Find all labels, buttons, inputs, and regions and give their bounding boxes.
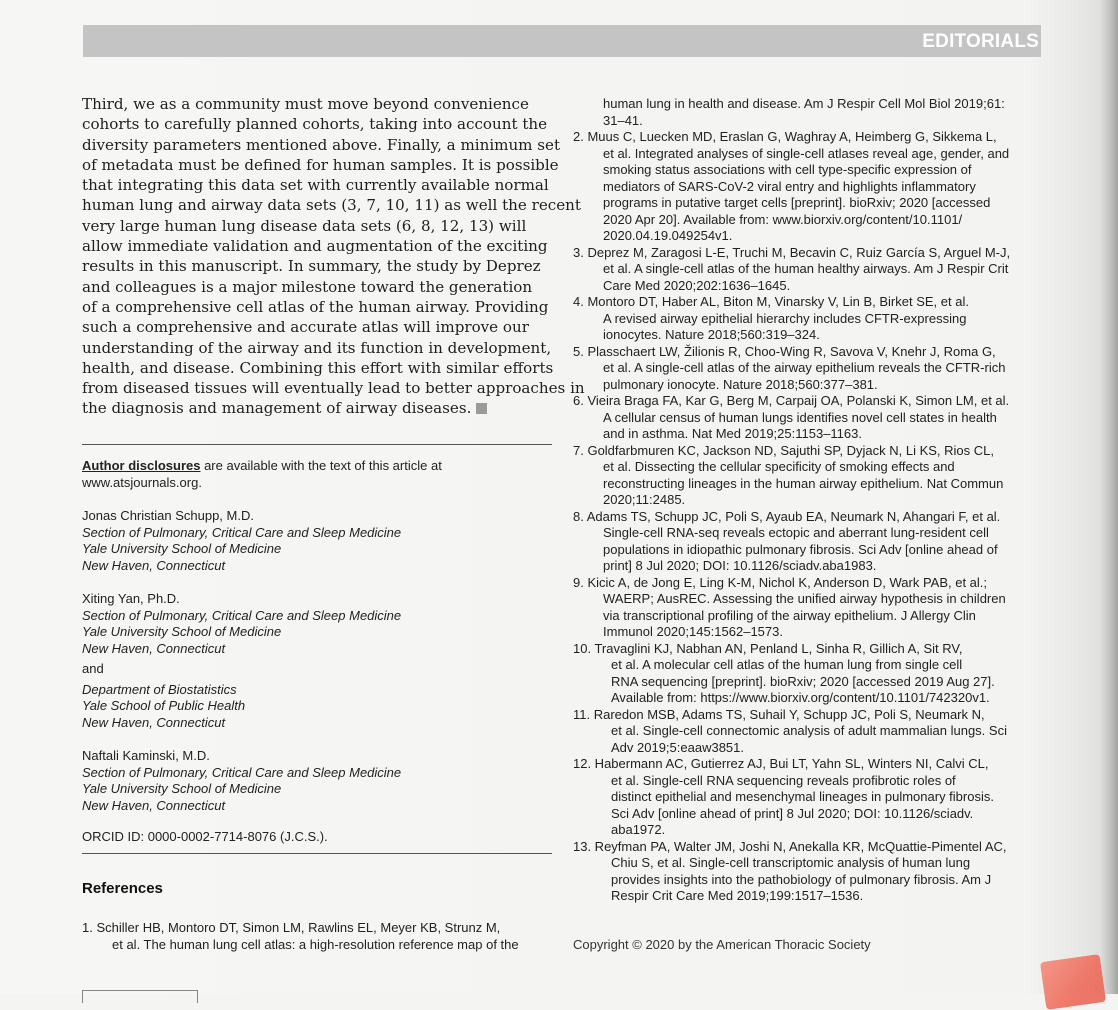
body-line: results in this manuscript. In summary, the study by Deprez xyxy=(82,257,541,276)
body-line: health, and disease. Combining this effort with similar efforts xyxy=(82,358,554,377)
reference-line: populations in idiopathic pulmonary fibrosis. Sci Adv [online ahead of xyxy=(603,541,998,557)
author-entry xyxy=(82,591,562,731)
body-line: Third, we as a community must move beyond convenience xyxy=(82,95,529,113)
reference-line: RNA sequencing [preprint]. bioRxiv; 2020 [accessed 2019 Aug 27]. xyxy=(611,673,995,689)
affiliation-and: and xyxy=(82,661,104,676)
orcid-id: ORCID ID: 0000-0002-7714-8076 (J.C.S.). xyxy=(82,829,328,844)
reference-list-left xyxy=(82,920,519,953)
reference-line: Single-cell RNA-seq reveals ectopic and aberrant lung-resident cell xyxy=(603,525,989,540)
reference-line: Care Med 2020;202:1636–1645. xyxy=(603,277,791,293)
reference-line: et al. A molecular cell atlas of the human lung from single cell xyxy=(611,657,963,672)
author-name: Xiting Yan, Ph.D. xyxy=(82,591,180,606)
body-line: allow immediate validation and augmentation of the exciting xyxy=(82,237,548,256)
body-paragraph xyxy=(82,94,585,419)
author-affiliation: Yale University School of Medicine xyxy=(82,624,282,639)
reference-line: print] 8 Jul 2020; DOI: 10.1126/sciadv.aba1983. xyxy=(603,558,877,573)
section-header-label: EDITORIALS xyxy=(922,31,1039,52)
reference-line: Immunol 2020;145:1562–1573. xyxy=(603,624,783,639)
sticky-note-tab xyxy=(1040,954,1106,1010)
reference-line: 6. Vieira Braga FA, Kar G, Berg M, Carpaij OA, Polanski K, Simon LM, et al. xyxy=(573,393,1010,408)
author-entry xyxy=(82,748,562,814)
body-line: human lung and airway data sets (3, 7, 10, 11) as well the recent xyxy=(82,196,581,215)
body-line: very large human lung disease data sets (6, 8, 12, 13) will xyxy=(82,216,527,235)
reference-line: A revised airway epithelial hierarchy includes CFTR-expressing xyxy=(603,310,967,326)
reference-line: smoking status associations with cell type-specific expression of xyxy=(603,162,972,177)
reference-line: reconstructing lineages in the human airway epithelium. Nat Commun xyxy=(603,475,1004,491)
reference-line: provides insights into the pathobiology of pulmonary fibrosis. Am J xyxy=(611,871,992,887)
body-line: that integrating this data set with currently available normal xyxy=(82,176,549,195)
reference-line: 13. Reyfman PA, Walter JM, Joshi N, Anekalla KR, McQuattie-Pimentel AC, xyxy=(573,838,1007,854)
reference-line: 11. Raredon MSB, Adams TS, Suhail Y, Schupp JC, Poli S, Neumark N, xyxy=(573,706,985,722)
author-affiliation: Section of Pulmonary, Critical Care and Sleep Medicine xyxy=(82,524,402,540)
author-name: Naftali Kaminski, M.D. xyxy=(82,748,210,763)
references-heading: References xyxy=(82,880,163,897)
reference-line: human lung in health and disease. Am J Respir Cell Mol Biol 2019;61: xyxy=(603,96,1005,111)
disclosure-url[interactable]: www.atsjournals.org. xyxy=(82,474,202,490)
reference-line: via transcriptional profiling of the airway epithelium. J Allergy Clin xyxy=(603,607,976,623)
reference-line: WAERP; AusREC. Assessing the unified airway hypothesis in children xyxy=(603,591,1006,606)
section-divider xyxy=(82,444,552,445)
author-affiliation: Section of Pulmonary, Critical Care and Sleep Medicine xyxy=(82,607,402,623)
reference-line: 31–41. xyxy=(603,112,643,128)
reference-line: 8. Adams TS, Schupp JC, Poli S, Ayaub EA, Neumark N, Ahangari F, et al. xyxy=(573,508,1001,524)
reference-line: Sci Adv [online ahead of print] 8 Jul 2020; DOI: 10.1126/sciadv. xyxy=(611,805,974,821)
reference-line: 5. Plasschaert LW, Žilionis R, Choo-Wing R, Savova V, Knehr J, Roma G, xyxy=(573,343,996,359)
body-line-text: the diagnosis and management of airway diseases. xyxy=(82,399,472,418)
body-line: diversity parameters mentioned above. Finally, a minimum set xyxy=(82,135,561,154)
body-line: of a comprehensive cell atlas of the human airway. Providing xyxy=(82,297,549,316)
reference-line: 1. Schiller HB, Montoro DT, Simon LM, Rawlins EL, Meyer KB, Strunz M, xyxy=(82,920,501,935)
page-footer-box xyxy=(82,990,198,1003)
author-affiliation: Department of Biostatistics xyxy=(82,681,237,697)
reference-line: and in asthma. Nat Med 2019;25:1153–1163. xyxy=(603,426,862,441)
body-line: and colleagues is a major milestone toward the generation xyxy=(82,277,533,296)
author-name: Jonas Christian Schupp, M.D. xyxy=(82,508,254,523)
body-line: understanding of the airway and its function in development, xyxy=(82,338,552,357)
author-entry xyxy=(82,508,562,574)
body-line: cohorts to carefully planned cohorts, taking into account the xyxy=(82,115,548,134)
reference-line: Available from: https://www.biorxiv.org/content/10.1101/742320v1. xyxy=(611,690,990,705)
author-affiliation: New Haven, Connecticut xyxy=(82,797,226,813)
disclosure-text: are available with the text of this article at xyxy=(200,458,442,473)
reference-line: A cellular census of human lungs identifies novel cell states in health xyxy=(603,409,997,425)
author-disclosures-link[interactable]: Author disclosures xyxy=(82,458,201,473)
reference-line: 4. Montoro DT, Haber AL, Biton M, Vinarsky V, Lin B, Birket SE, et al. xyxy=(573,294,969,309)
reference-line: 2020 Apr 20]. Available from: www.biorxiv.org/content/10.1101/ xyxy=(603,211,963,227)
reference-line: mediators of SARS-CoV-2 viral entry and highlights inflammatory xyxy=(603,178,976,194)
copyright-notice: Copyright © 2020 by the American Thoracic Society xyxy=(573,937,871,952)
reference-line: et al. Integrated analyses of single-cell atlases reveal age, gender, and xyxy=(603,145,1010,161)
reference-line: et al. Single-cell connectomic analysis of adult mammalian lungs. Sci xyxy=(611,723,1007,738)
author-affiliation: New Haven, Connecticut xyxy=(82,714,226,730)
author-affiliation: Yale University School of Medicine xyxy=(82,541,282,556)
reference-line: pulmonary ionocyte. Nature 2018;560:377–381. xyxy=(603,376,878,392)
reference-line: 12. Habermann AC, Gutierrez AJ, Bui LT, Yahn SL, Winters NI, Calvi CL, xyxy=(573,756,989,771)
reference-line: 2020.04.19.049254v1. xyxy=(603,228,733,243)
author-affiliation: New Haven, Connecticut xyxy=(82,640,226,656)
reference-line: et al. The human lung cell atlas: a high-resolution reference map of the xyxy=(112,936,519,952)
reference-line: 2020;11:2485. xyxy=(603,492,686,507)
end-of-article-square-icon xyxy=(476,403,487,414)
reference-line: et al. A single-cell atlas of the human healthy airways. Am J Respir Crit xyxy=(603,261,1009,276)
author-affiliation: Section of Pulmonary, Critical Care and Sleep Medicine xyxy=(82,764,402,780)
book-spine-shadow xyxy=(1100,0,1118,994)
reference-line: et al. Dissecting the cellular specificity of smoking effects and xyxy=(603,459,955,474)
reference-line: Respir Crit Care Med 2019;199:1517–1536. xyxy=(611,888,864,903)
author-affiliation: New Haven, Connecticut xyxy=(82,557,226,573)
reference-list-right xyxy=(573,96,1010,905)
reference-line: 9. Kicic A, de Jong E, Ling K-M, Nichol K, Anderson D, Wark PAB, et al.; xyxy=(573,574,988,590)
reference-line: distinct epithelial and mesenchymal lineages in pulmonary fibrosis. xyxy=(611,789,994,804)
body-line: of metadata must be defined for human samples. It is possible xyxy=(82,155,559,174)
body-line: such a comprehensive and accurate atlas will improve our xyxy=(82,318,529,337)
reference-line: et al. A single-cell atlas of the airway epithelium reveals the CFTR-rich xyxy=(603,360,1006,375)
reference-line: et al. Single-cell RNA sequencing reveals profibrotic roles of xyxy=(611,772,956,788)
reference-line: Adv 2019;5:eaaw3851. xyxy=(611,739,744,755)
author-affiliation: Yale University School of Medicine xyxy=(82,781,282,796)
section-header-bar xyxy=(83,25,1041,57)
body-line: from diseased tissues will eventually lead to better approaches in xyxy=(82,379,585,398)
reference-line: Chiu S, et al. Single-cell transcriptomic analysis of human lung xyxy=(611,855,971,870)
reference-line: 2. Muus C, Luecken MD, Eraslan G, Waghray A, Heimberg G, Sikkema L, xyxy=(573,129,997,144)
reference-line: ionocytes. Nature 2018;560:319–324. xyxy=(603,327,820,342)
section-divider xyxy=(82,853,552,854)
reference-line: 7. Goldfarbmuren KC, Jackson ND, Sajuthi SP, Dyjack N, Li KS, Rios CL, xyxy=(573,442,994,458)
reference-line: programs in putative target cells [preprint]. bioRxiv; 2020 [accessed xyxy=(603,195,991,210)
author-disclosure-note xyxy=(82,458,562,491)
reference-line: 3. Deprez M, Zaragosi L-E, Truchi M, Becavin C, Ruiz García S, Arguel M-J, xyxy=(573,244,1011,260)
reference-line: aba1972. xyxy=(611,822,666,837)
reference-line: 10. Travaglini KJ, Nabhan AN, Penland L, Sinha R, Gillich A, Sit RV, xyxy=(573,640,963,656)
body-line-last xyxy=(82,398,554,418)
author-affiliation: Yale School of Public Health xyxy=(82,698,246,713)
